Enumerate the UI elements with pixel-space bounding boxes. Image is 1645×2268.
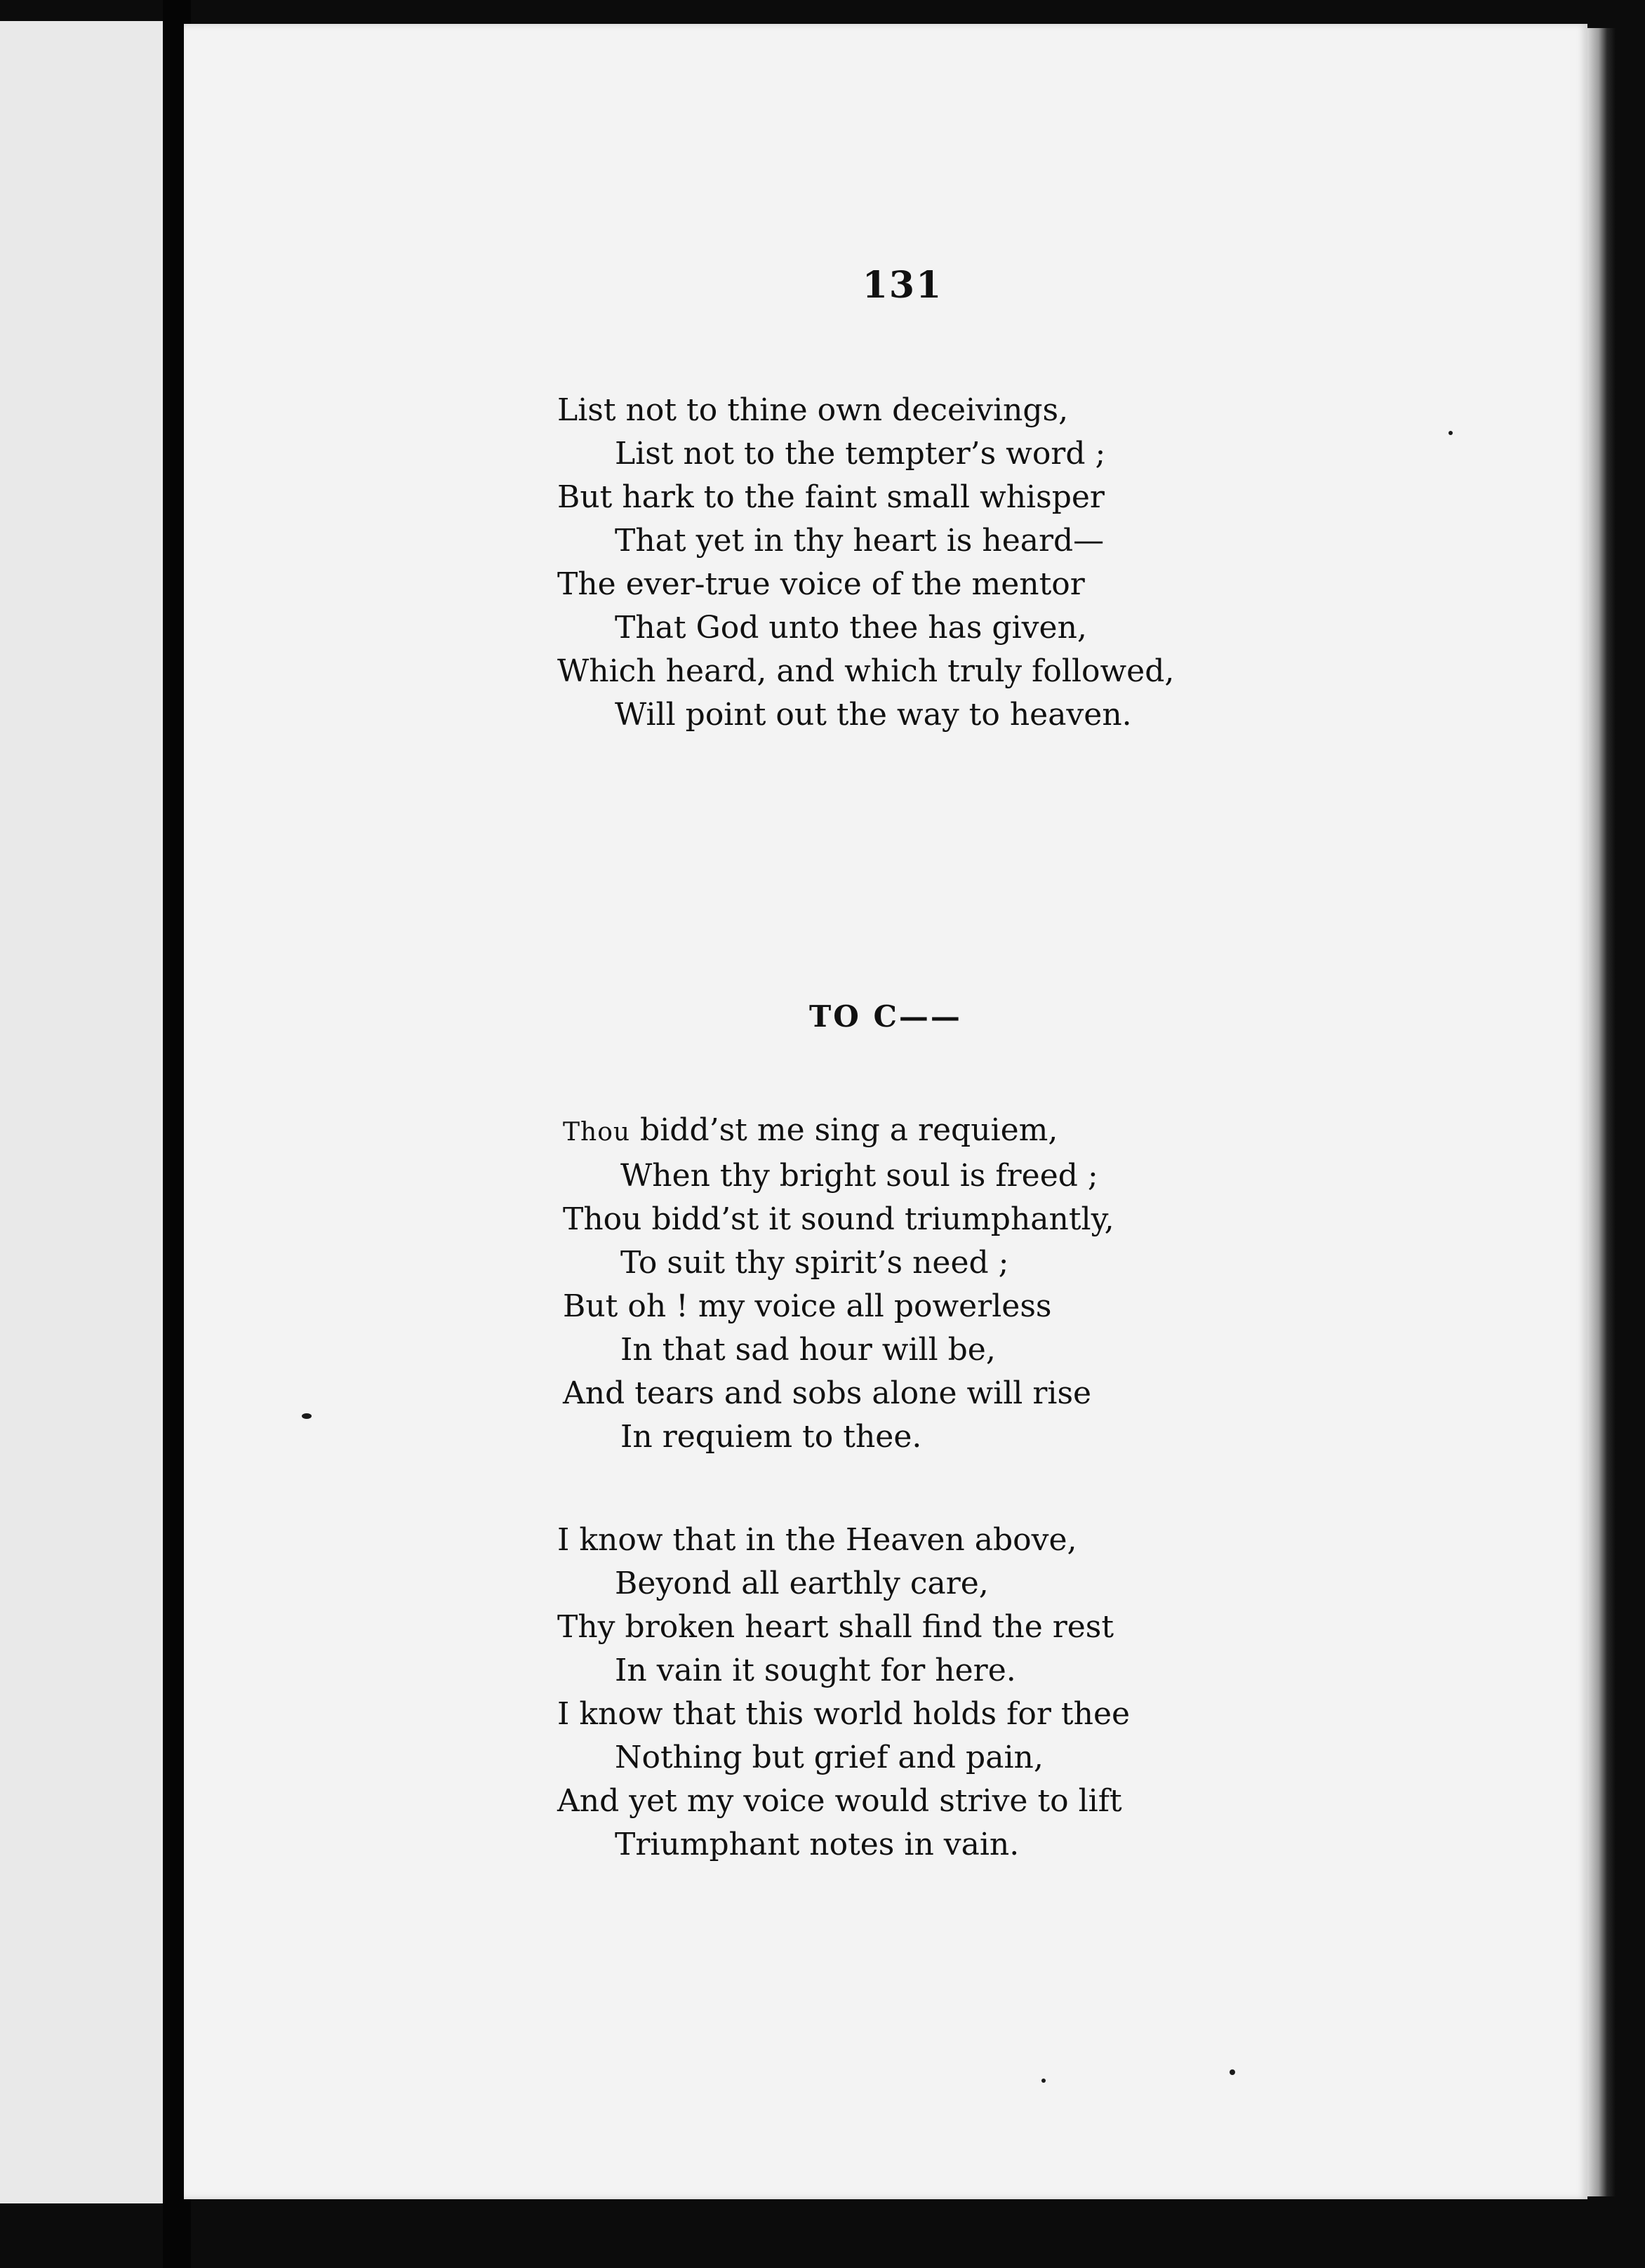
poem-line: Nothing but grief and pain,	[615, 1740, 1044, 1775]
poem-line: That God unto thee has given,	[615, 610, 1087, 646]
poem-line: And yet my voice would strive to lift	[557, 1783, 1122, 1819]
poem-line: In requiem to thee.	[620, 1419, 922, 1455]
book-page	[184, 24, 1587, 2199]
poem-line: In vain it sought for here.	[615, 1653, 1016, 1688]
poem-line: Thy broken heart shall find the rest	[557, 1609, 1114, 1645]
poem-line: That yet in thy heart is heard—	[615, 523, 1105, 559]
page-edge-shadow	[1587, 28, 1616, 2196]
ink-speck	[1448, 431, 1453, 435]
previous-page-edge	[0, 21, 163, 2203]
stanza-1	[557, 389, 1434, 737]
poem-line: I know that in the Heaven above,	[557, 1522, 1077, 1558]
poem-line: But oh ! my voice all powerless	[563, 1288, 1052, 1324]
poem-line: List not to thine own deceivings,	[557, 392, 1069, 428]
poem-line-rest: bidd’st me sing a requiem,	[630, 1112, 1058, 1148]
poem-line: Will point out the way to heaven.	[615, 697, 1132, 733]
poem-line: In that sad hour will be,	[620, 1332, 996, 1368]
poem-line: To suit thy spirit’s need ;	[620, 1245, 1009, 1281]
poem-title: TO C——	[809, 999, 962, 1034]
poem-line: Triumphant notes in vain.	[615, 1827, 1020, 1862]
stanza-3	[557, 1519, 1434, 1867]
poem-line: And tears and sobs alone will rise	[563, 1375, 1092, 1411]
poem-line: Beyond all earthly care,	[615, 1566, 989, 1601]
poem-line: But hark to the faint small whisper	[557, 479, 1105, 515]
ink-speck	[1230, 2069, 1235, 2075]
stanza-2	[563, 1109, 1440, 1459]
poem-line: I know that this world holds for thee	[557, 1696, 1131, 1732]
ink-speck	[1041, 2079, 1046, 2083]
poem-line-first	[563, 1109, 1440, 1154]
poem-line: The ever-true voice of the mentor	[557, 566, 1085, 602]
poem-line: Thou bidd’st it sound triumphantly,	[563, 1201, 1114, 1237]
page-number: 131	[862, 264, 943, 307]
drop-word: Thou	[563, 1118, 631, 1147]
ink-speck	[302, 1413, 312, 1419]
poem-line: List not to the tempter’s word ;	[615, 436, 1106, 472]
poem-line: When thy bright soul is freed ;	[620, 1158, 1098, 1194]
poem-line: Which heard, and which truly followed,	[557, 653, 1175, 689]
